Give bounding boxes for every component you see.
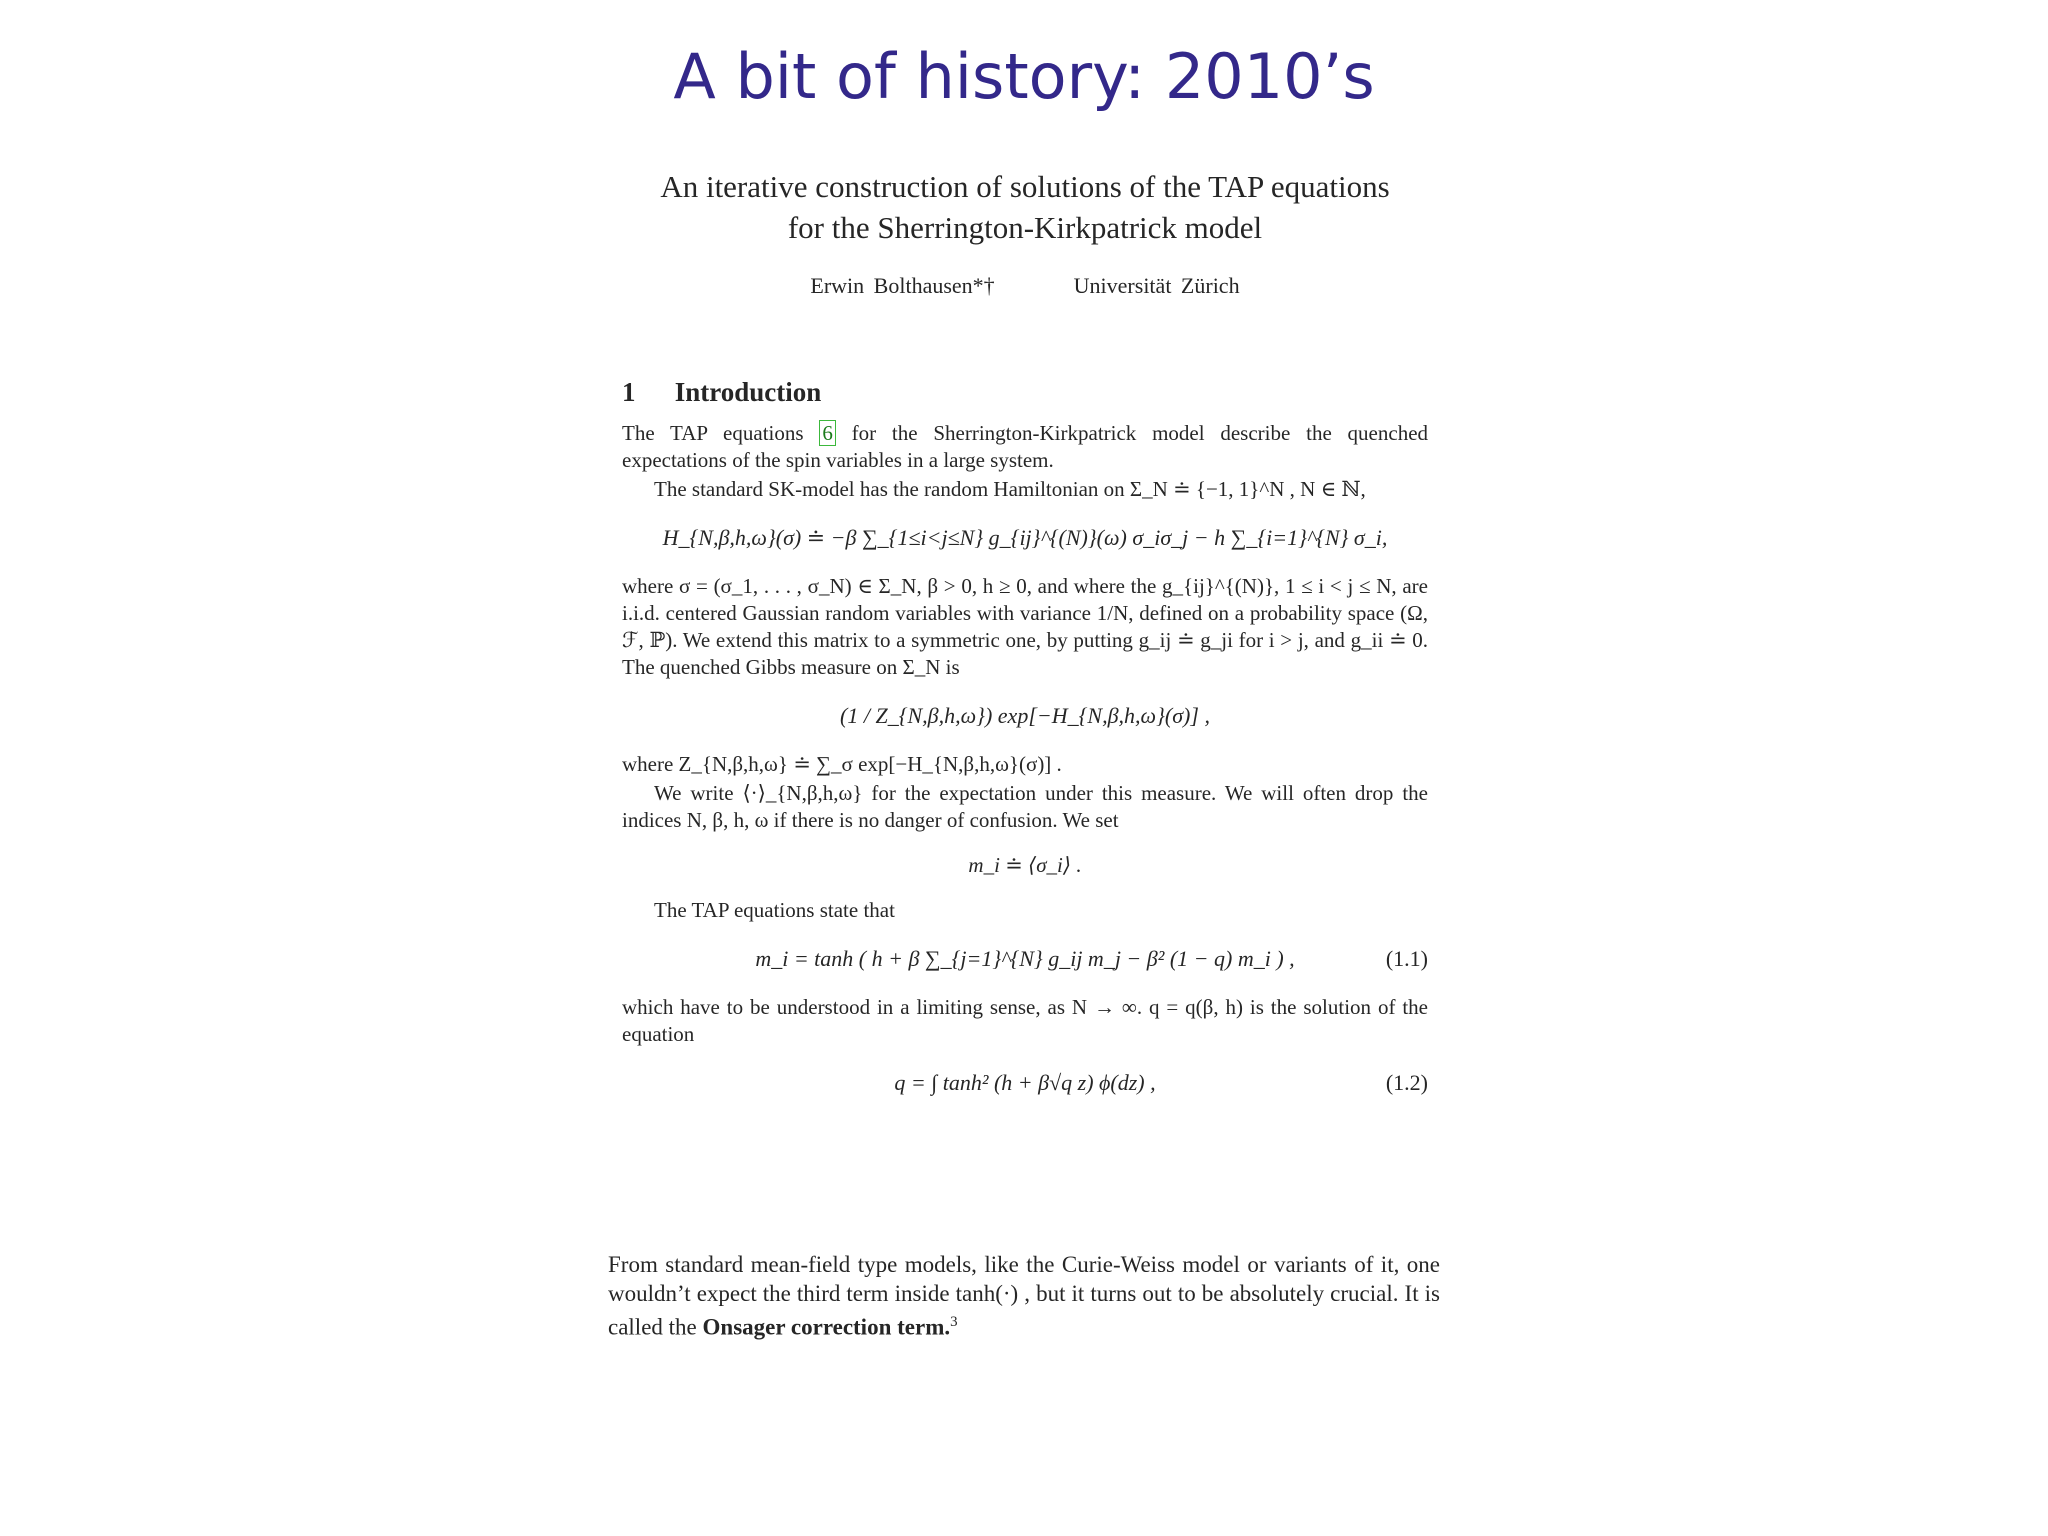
paper-title-line1: An iterative construction of solutions of the TAP equations: [660, 169, 1390, 204]
section-title: Introduction: [674, 377, 822, 407]
equation-tap-body: m_i = tanh ( h + β ∑_{j=1}^{N} g_ij m_j − β² (1 − q) m_i ) ,: [755, 946, 1295, 971]
section-number: 1: [622, 377, 636, 407]
paper-excerpt: [622, 166, 1428, 1118]
citation-link[interactable]: 6: [819, 420, 836, 446]
paragraph-6: The TAP equations state that: [654, 898, 895, 922]
equation-q-body: q = ∫ tanh² (h + β√q z) ϕ(dz) ,: [894, 1070, 1156, 1095]
paragraph-3: where σ = (σ_1, . . . , σ_N) ∈ Σ_N, β > 0, h ≥ 0, and where the g_{ij}^{(N)}, 1 ≤ i < j ≤ N, are i.i.d. centered Gaussian random variables with variance 1/N, defined on a probability space (Ω, ℱ, ℙ). We extend this matrix to a symmetric one, by putting g_ij ≐ g_ji for i > j, and g_ii ≐ 0. The quenched Gibbs measure on Σ_N is: [622, 574, 1428, 679]
footnote-mark: 3: [950, 1314, 958, 1330]
paper-authors: [622, 272, 1428, 299]
author-name: Erwin Bolthausen*†: [810, 273, 995, 298]
commentary-text: From standard mean-field type models, like the Curie-Weiss model or variants of it, one wouldn’t expect the third term inside tanh(·) , but it turns out to be absolutely crucial. It is called the: [608, 1252, 1440, 1340]
author-affiliation: Universität Zürich: [1073, 273, 1240, 298]
paragraph-5: We write ⟨·⟩_{N,β,h,ω} for the expectation under this measure. We will often drop the indices N, β, h, ω if there is no danger of confusion. We set: [622, 781, 1428, 832]
equation-tap: [622, 942, 1428, 976]
equation-magnetization: m_i ≐ ⟨σ_i⟩ .: [968, 853, 1082, 877]
paragraph-4: where Z_{N,β,h,ω} ≐ ∑_σ exp[−H_{N,β,h,ω}(σ)] .: [622, 752, 1062, 776]
paper-title-line2: for the Sherrington-Kirkpatrick model: [787, 210, 1263, 245]
paper-title: [622, 166, 1428, 248]
slide-commentary: [608, 1250, 1440, 1342]
commentary-bold: Onsager correction term.: [702, 1314, 951, 1340]
equation-gibbs-measure: (1 / Z_{N,β,h,ω}) exp[−H_{N,β,h,ω}(σ)] ,: [840, 703, 1210, 728]
paragraph-1: The TAP equations 6 for the Sherrington-Kirkpatrick model describe the quenched expectations of the spin variables in a large system.: [622, 421, 1429, 472]
section-heading: [622, 379, 1428, 406]
equation-q-number: (1.2): [1385, 1070, 1428, 1095]
paragraph-2: The standard SK-model has the random Hamiltonian on Σ_N ≐ {−1, 1}^N , N ∈ ℕ,: [654, 477, 1366, 501]
paragraph-7: which have to be understood in a limiting sense, as N → ∞. q = q(β, h) is the solution of the equation: [622, 995, 1428, 1046]
equation-tap-number: (1.1): [1385, 946, 1428, 971]
slide-title: A bit of history: 2010’s: [673, 40, 1375, 113]
equation-q: [622, 1066, 1428, 1100]
equation-hamiltonian: H_{N,β,h,ω}(σ) ≐ −β ∑_{1≤i<j≤N} g_{ij}^{(N)}(ω) σ_iσ_j − h ∑_{i=1}^{N} σ_i,: [662, 525, 1388, 550]
